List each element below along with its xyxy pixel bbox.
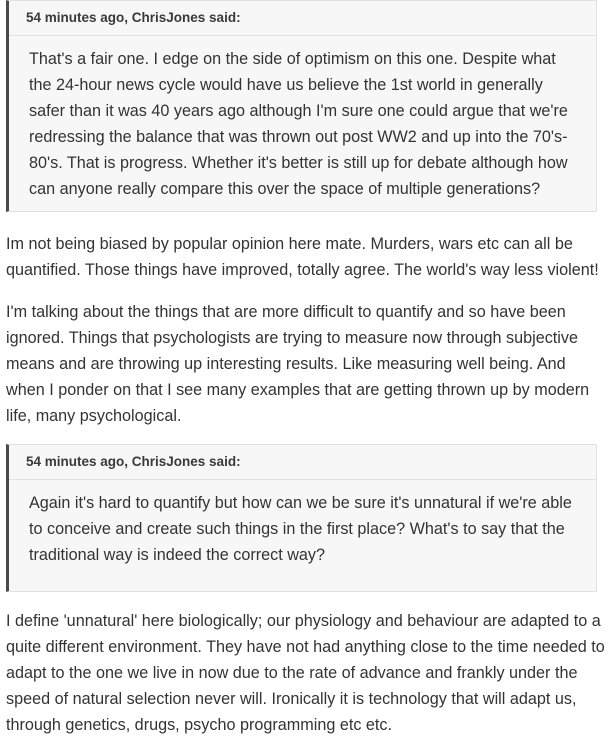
- quote-block-1: [6, 0, 597, 212]
- quote-author-line[interactable]: 54 minutes ago, ChrisJones said:: [9, 445, 596, 480]
- quote-author-line[interactable]: 54 minutes ago, ChrisJones said:: [9, 1, 596, 36]
- reply-paragraph-3: I define 'unnatural' here biologically; our physiology and behaviour are adapted to a quite different environment. They have not had anything close to the time needed to adapt to the one we live in now due to the rate of advance and frankly under the speed of natural selection never will. Ironically it is technology that will adapt us, through genetics, drugs, psycho programming etc etc.: [6, 612, 605, 734]
- quote-block-2: [6, 444, 597, 592]
- quote-text: That's a fair one. I edge on the side of optimism on this one. Despite what the 24-hour news cycle would have us believe the 1st world in generally safer than it was 40 years ago although I'm sure one could argue that we're redressing the balance that was thrown out post WW2 and up into the 70's-80's. That is progress. Whether it's better is still up for debate although how can anyone really compare this over the space of multiple generations?: [29, 50, 568, 198]
- reply-paragraph-1: Im not being biased by popular opinion here mate. Murders, wars etc can all be quantified. Those things have improved, totally agree. The world's way less violent!: [6, 235, 599, 279]
- reply-paragraph-2: I'm talking about the things that are more difficult to quantify and so have been ignored. Things that psychologists are trying to measure now through subjective means and are throwing up interesting results. Like measuring well being. And when I ponder on that I see many examples that are getting thrown up by modern life, many psychological.: [6, 303, 590, 425]
- quote-text: Again it's hard to quantify but how can we be sure it's unnatural if we're able to conceive and create such things in the first place? What's to say that the traditional way is indeed the correct way?: [29, 494, 572, 564]
